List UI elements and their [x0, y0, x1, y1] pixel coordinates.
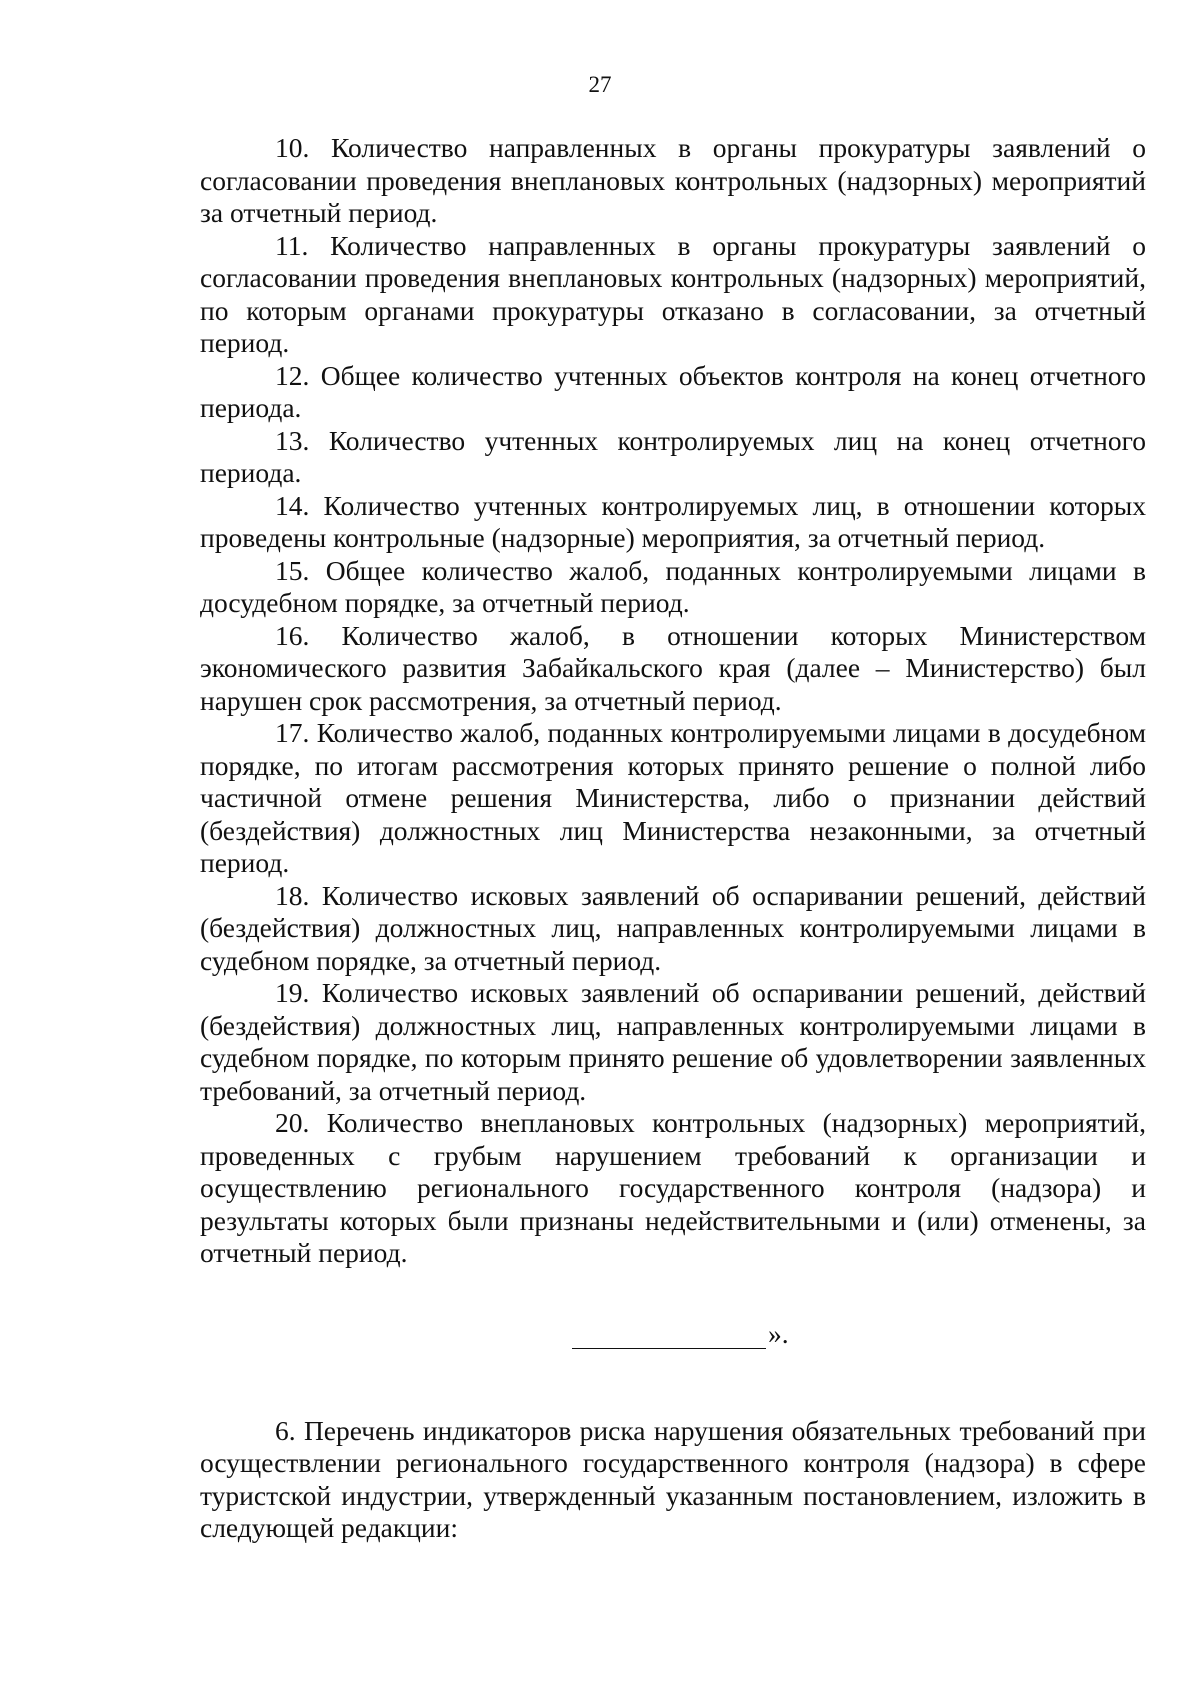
- closing-divider: [572, 1348, 766, 1349]
- list-item-20: 20. Количество внеплановых контрольных (надзорных) мероприятий, проведенных с грубым нарушением требований к организации и осуществлению регионального государственного контроля (надзора) и результаты которых были признаны недействительными и (или) отменены, за отчетный период.: [200, 1107, 1146, 1268]
- closing-mark-block: [200, 1318, 1146, 1358]
- list-item-13: 13. Количество учтенных контролируемых лиц на конец отчетного периода.: [200, 424, 1146, 488]
- closing-quote: ».: [768, 1317, 789, 1349]
- page-number: 27: [588, 72, 612, 97]
- section-6-paragraph: 6. Перечень индикаторов риска нарушения обязательных требований при осуществлении регионального государственного контроля (надзора) в сфере туристской индустрии, утвержденный указанным постановлением, изложить в следующей редакции:: [200, 1414, 1146, 1543]
- list-item-19: 19. Количество исковых заявлений об оспаривании решений, действий (бездействия) должностных лиц, направленных контролируемыми лицами в судебном порядке, по которым принято решение об удовлетворении заявленных требований, за отчетный период.: [200, 977, 1146, 1106]
- list-item-15: 15. Общее количество жалоб, поданных контролируемыми лицами в досудебном порядке, за отчетный период.: [200, 554, 1146, 618]
- list-item-12: 12. Общее количество учтенных объектов контроля на конец отчетного периода.: [200, 359, 1146, 423]
- document-body: [200, 132, 1146, 1545]
- list-item-10: 10. Количество направленных в органы прокуратуры заявлений о согласовании проведения внеплановых контрольных (надзорных) мероприятий за отчетный период.: [200, 132, 1146, 228]
- list-item-14: 14. Количество учтенных контролируемых лиц, в отношении которых проведены контрольные (надзорные) мероприятия, за отчетный период.: [200, 489, 1146, 553]
- list-item-17: 17. Количество жалоб, поданных контролируемыми лицами в досудебном порядке, по итогам рассмотрения которых принято решение о полной либо частичной отмене решения Министерства, либо о признании действий (бездействия) должностных лиц Министерства незаконными, за отчетный период.: [200, 717, 1146, 878]
- list-item-11: 11. Количество направленных в органы прокуратуры заявлений о согласовании проведения внеплановых контрольных (надзорных) мероприятий, по которым органами прокуратуры отказано в согласовании, за отчетный период.: [200, 229, 1146, 358]
- list-item-18: 18. Количество исковых заявлений об оспаривании решений, действий (бездействия) должностных лиц, направленных контролируемыми лицами в судебном порядке, за отчетный период.: [200, 879, 1146, 976]
- list-item-16: 16. Количество жалоб, в отношении которых Министерством экономического развития Забайкальского края (далее – Министерство) был нарушен срок рассмотрения, за отчетный период.: [200, 619, 1146, 716]
